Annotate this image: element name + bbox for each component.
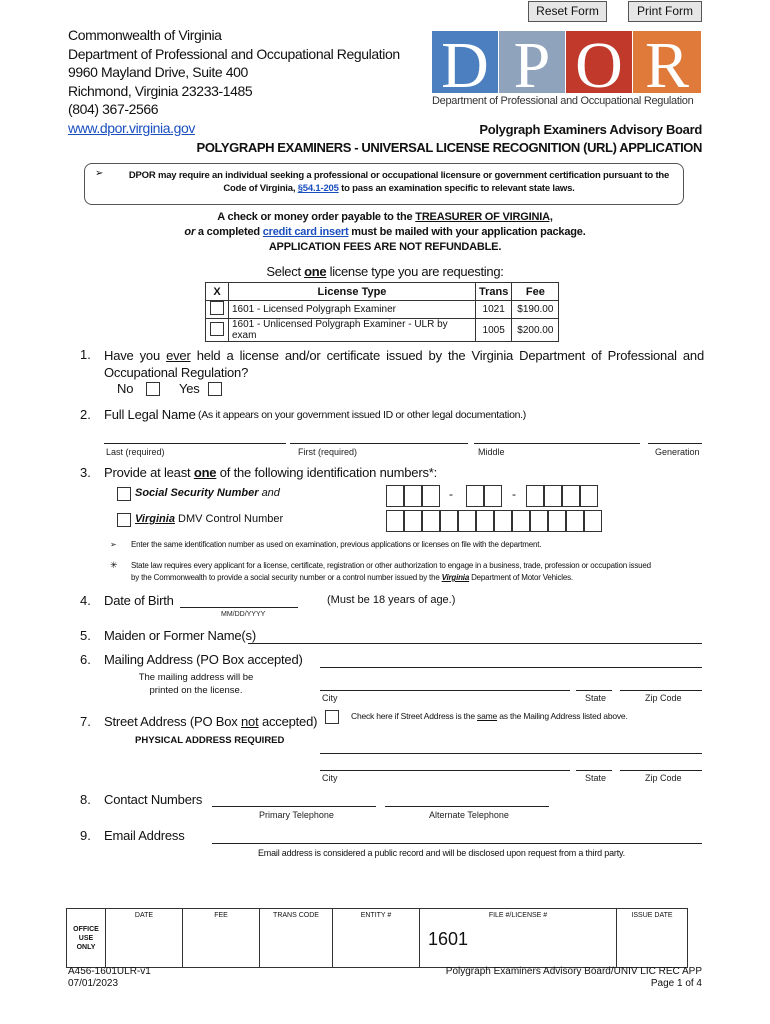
q1-no-label: No [117, 381, 134, 396]
q6-note: The mailing address will be printed on the license. [138, 672, 254, 696]
q3-note-2: State law requires every applicant for a license, certificate, registration or other authorization to engage in a business, trade, profession or occupation issued by the Commonwealth to provide a social security number or a control number issued by the Virginia Department of Motor Vehicles. [131, 561, 651, 582]
ssn-digit-box[interactable] [404, 485, 422, 507]
mailing-address-field[interactable] [320, 667, 702, 668]
q8-label: Contact Numbers [104, 792, 203, 807]
asterisk-icon: ✳ [110, 560, 118, 570]
license-type-table [205, 282, 559, 342]
dmv-digit-box[interactable] [422, 510, 440, 532]
dob-format-caption: MM/DD/YYYY [221, 611, 266, 618]
street-state-caption: State [585, 773, 607, 783]
q5-number: 5. [80, 628, 91, 643]
license-type-cell: 1601 - Licensed Polygraph Examiner [229, 301, 476, 319]
ssn-dash-2: - [512, 487, 516, 501]
table-row [206, 319, 559, 342]
q4-label: Date of Birth [104, 593, 174, 608]
q2-number: 2. [80, 407, 91, 422]
agency-line-3: 9960 Mayland Drive, Suite 400 [68, 64, 248, 80]
last-name-caption: Last (required) [106, 447, 165, 457]
license-unlicensed-checkbox[interactable] [210, 322, 224, 336]
arrow-bullet-icon: ➢ [95, 168, 104, 179]
q6-number: 6. [80, 652, 91, 667]
generation-field[interactable] [648, 443, 702, 444]
agency-line-4: Richmond, Virginia 23233-1485 [68, 82, 253, 99]
license-number: 1601 [428, 929, 469, 949]
logo-tagline: Department of Professional and Occupational Regulation [432, 95, 694, 107]
q4-note: (Must be 18 years of age.) [327, 594, 456, 606]
q9-number: 9. [80, 828, 91, 843]
q1-text: Have you ever held a license and/or certificate issued by the Virginia Department of Professional and Occupational Regulation? [104, 348, 704, 380]
first-name-caption: First (required) [298, 447, 358, 457]
q6-label: Mailing Address (PO Box accepted) [104, 652, 303, 667]
same-address-label: Check here if Street Address is the same as the Mailing Address listed above. [351, 711, 628, 721]
code-section-link[interactable]: §54.1-205 [297, 183, 339, 194]
same-address-checkbox[interactable] [325, 710, 339, 724]
ssn-label: Social Security Number and [135, 487, 280, 499]
license-type-cell: 1601 - Unlicensed Polygraph Examiner - ULR by exam [229, 319, 476, 342]
ssn-digit-box[interactable] [386, 485, 404, 507]
street-city-caption: City [322, 773, 338, 783]
svg-text:R: R [644, 31, 690, 102]
agency-website-link[interactable]: www.dpor.virginia.gov [68, 119, 195, 136]
maiden-name-field[interactable] [248, 643, 702, 644]
generation-caption: Generation [655, 447, 700, 457]
agency-line-2: Department of Professional and Occupational Regulation [68, 45, 400, 62]
ssn-digit-box[interactable] [466, 485, 484, 507]
page-number: Page 1 of 4 [650, 978, 702, 989]
agency-address [68, 26, 400, 137]
dmv-digit-box[interactable] [476, 510, 494, 532]
table-row [206, 301, 559, 319]
dmv-digit-box[interactable] [584, 510, 602, 532]
dmv-digit-box[interactable] [548, 510, 566, 532]
q5-label: Maiden or Former Name(s) [104, 628, 256, 643]
q9-label: Email Address [104, 828, 185, 843]
svg-text:P: P [513, 31, 551, 102]
street-address-field[interactable] [320, 753, 702, 754]
street-state-field[interactable] [576, 770, 612, 771]
agency-phone: (804) 367-2566 [68, 101, 159, 117]
fee-cell: $200.00 [512, 319, 559, 342]
q8-number: 8. [80, 792, 91, 807]
trans-cell: 1005 [476, 319, 512, 342]
dmv-checkbox[interactable] [117, 513, 131, 527]
ssn-digit-box[interactable] [580, 485, 598, 507]
office-trans-code-cell: TRANS CODE [260, 909, 333, 968]
license-select-prompt: Select one license type you are requesting: [266, 264, 504, 279]
ssn-digit-box[interactable] [562, 485, 580, 507]
notice-text: DPOR may require an individual seeking a professional or occupational licensure or government certification pursuant to the Code of Virginia, §54.1-205 to pass an examination specific to relevant state laws. [128, 170, 670, 194]
col-header-trans: Trans [476, 283, 512, 301]
dmv-digit-box[interactable] [440, 510, 458, 532]
col-header-x: X [206, 283, 229, 301]
first-name-field[interactable] [290, 443, 468, 444]
dmv-digit-box[interactable] [530, 510, 548, 532]
mailing-city-caption: City [322, 693, 338, 703]
reset-form-button[interactable]: Reset Form [528, 1, 607, 22]
dmv-digit-box[interactable] [566, 510, 584, 532]
q1-number: 1. [80, 347, 91, 362]
mailing-zip-caption: Zip Code [645, 693, 682, 703]
svg-text:D: D [441, 31, 489, 102]
footer-right: Polygraph Examiners Advisory Board/UNIV LIC REC APP Page 1 of 4 [445, 966, 702, 989]
office-use-label: OFFICE USE ONLY [67, 909, 106, 968]
board-name: Polygraph Examiners Advisory Board [479, 122, 702, 137]
alternate-phone-caption: Alternate Telephone [429, 810, 509, 820]
q7-label: Street Address (PO Box not accepted) [104, 714, 318, 729]
mailing-city-field[interactable] [320, 690, 570, 691]
q3-label: Provide at least one of the following identification numbers*: [104, 465, 438, 480]
office-date-cell: DATE [106, 909, 183, 968]
col-header-license-type: License Type [229, 283, 476, 301]
q1-yes-checkbox[interactable] [208, 382, 222, 396]
office-entity-cell: ENTITY # [333, 909, 420, 968]
mailing-state-field[interactable] [576, 690, 612, 691]
q3-note-1: Enter the same identification number as used on examination, previous applications or licenses on file with the department. [131, 540, 542, 549]
office-file-license-cell: FILE #/LICENSE # 1601 [420, 909, 617, 968]
q1-no-checkbox[interactable] [146, 382, 160, 396]
dob-field[interactable] [180, 607, 298, 608]
office-use-table [66, 908, 688, 968]
print-form-button[interactable]: Print Form [628, 1, 702, 22]
street-city-field[interactable] [320, 770, 570, 771]
dmv-digit-box[interactable] [512, 510, 530, 532]
q4-number: 4. [80, 593, 91, 608]
middle-name-caption: Middle [478, 447, 505, 457]
license-licensed-checkbox[interactable] [210, 301, 224, 315]
trans-cell: 1021 [476, 301, 512, 319]
street-zip-caption: Zip Code [645, 773, 682, 783]
office-issue-date-cell: ISSUE DATE [617, 909, 688, 968]
mailing-zip-field[interactable] [620, 690, 702, 691]
ssn-digit-box[interactable] [484, 485, 502, 507]
email-field[interactable] [212, 843, 702, 844]
primary-phone-caption: Primary Telephone [259, 810, 334, 820]
form-title: POLYGRAPH EXAMINERS - UNIVERSAL LICENSE RECOGNITION (URL) APPLICATION [196, 140, 702, 155]
street-zip-field[interactable] [620, 770, 702, 771]
dmv-digit-box[interactable] [458, 510, 476, 532]
dmv-label: Virginia DMV Control Number [135, 513, 284, 525]
fee-cell: $190.00 [512, 301, 559, 319]
q3-number: 3. [80, 465, 91, 480]
ssn-digit-box[interactable] [544, 485, 562, 507]
ssn-checkbox[interactable] [117, 487, 131, 501]
ssn-digit-box[interactable] [526, 485, 544, 507]
q2-label: Full Legal Name [104, 407, 196, 422]
col-header-fee: Fee [512, 283, 559, 301]
middle-name-field[interactable] [474, 443, 640, 444]
primary-phone-field[interactable] [212, 806, 376, 807]
q2-note: (As it appears on your government issued ID or other legal documentation.) [198, 409, 526, 421]
mailing-state-caption: State [585, 693, 607, 703]
arrow-bullet-icon: ➢ [110, 540, 117, 549]
q7-number: 7. [80, 714, 91, 729]
svg-text:O: O [575, 31, 623, 102]
dmv-digit-box[interactable] [404, 510, 422, 532]
alternate-phone-field[interactable] [385, 806, 549, 807]
credit-card-insert-link[interactable]: credit card insert [262, 226, 349, 238]
dmv-digit-box[interactable] [494, 510, 512, 532]
form-code: A456-1601ULR-v1 07/01/2023 [68, 966, 151, 989]
dpor-logo [432, 31, 702, 111]
notice-box [84, 163, 684, 205]
ssn-digit-box[interactable] [422, 485, 440, 507]
payment-info: A check or money order payable to the TREASURER OF VIRGINIA, or a completed credit card insert must be mailed with your application package. APPLICATION FEES ARE NOT REFUNDABLE. [184, 211, 586, 253]
last-name-field[interactable] [104, 443, 286, 444]
email-note: Email address is considered a public record and will be disclosed upon request from a third party. [258, 848, 625, 858]
ssn-dash-1: - [449, 487, 453, 501]
agency-line-1: Commonwealth of Virginia [68, 27, 222, 43]
office-fee-cell: FEE [183, 909, 260, 968]
physical-address-required: PHYSICAL ADDRESS REQUIRED [135, 735, 285, 746]
dmv-digit-box[interactable] [386, 510, 404, 532]
q1-yes-label: Yes [179, 381, 200, 396]
